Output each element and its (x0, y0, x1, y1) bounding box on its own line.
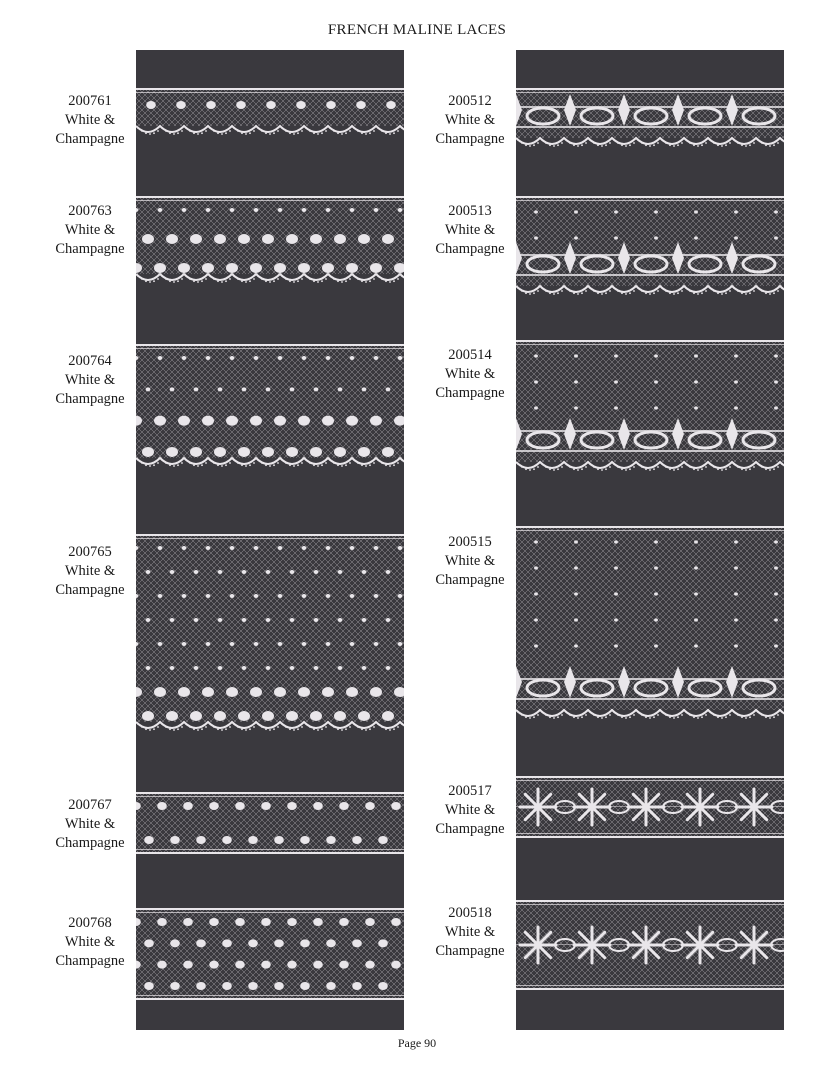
swatch-color: Champagne (435, 943, 505, 959)
swatch-color: Champagne (55, 582, 125, 598)
page-number: Page 90 (397, 1036, 437, 1050)
lace-swatch-200515 (516, 524, 784, 720)
swatch-code: 200518 (448, 905, 492, 921)
swatch-color: Champagne (55, 953, 125, 969)
swatch-code: 200514 (448, 347, 492, 363)
lace-swatch-200513 (516, 194, 784, 296)
swatch-color: White & (64, 222, 116, 238)
swatch-label-200768 (40, 914, 140, 971)
swatch-color: Champagne (55, 835, 125, 851)
swatch-color: White & (64, 934, 116, 950)
lace-swatch-200768 (136, 906, 404, 1002)
swatch-color: White & (444, 366, 496, 382)
swatch-label-200517 (420, 782, 520, 839)
lace-image (136, 86, 404, 136)
swatch-color: White & (444, 924, 496, 940)
swatch-color: White & (444, 222, 496, 238)
swatch-color: White & (444, 553, 496, 569)
swatch-code: 200513 (448, 203, 492, 219)
swatch-color: Champagne (435, 572, 505, 588)
swatch-code: 200764 (68, 353, 112, 369)
swatch-color: Champagne (435, 241, 505, 257)
swatch-color: White & (64, 372, 116, 388)
lace-image (516, 524, 784, 720)
swatch-color: Champagne (55, 241, 125, 257)
swatch-color: White & (444, 112, 496, 128)
lace-image (516, 194, 784, 296)
swatch-color: White & (444, 802, 496, 818)
swatch-code: 200763 (68, 203, 112, 219)
swatch-code: 200512 (448, 93, 492, 109)
swatch-code: 200765 (68, 544, 112, 560)
lace-image (516, 86, 784, 148)
swatch-label-200767 (40, 796, 140, 853)
swatch-label-200764 (40, 352, 140, 409)
swatch-color: Champagne (55, 391, 125, 407)
swatch-color: White & (64, 112, 116, 128)
lace-swatch-200767 (136, 790, 404, 856)
lace-image (516, 774, 784, 840)
page-title: FRENCH MALINE LACES (327, 22, 507, 38)
lace-swatch-200764 (136, 342, 404, 468)
swatch-code: 200517 (448, 783, 492, 799)
swatch-label-200765 (40, 543, 140, 600)
swatch-color: White & (64, 563, 116, 579)
lace-swatch-200512 (516, 86, 784, 148)
swatch-color: White & (64, 816, 116, 832)
swatch-color: Champagne (55, 131, 125, 147)
swatch-code: 200767 (68, 797, 112, 813)
lace-image (136, 790, 404, 856)
swatch-code: 200761 (68, 93, 112, 109)
swatch-label-200514 (420, 346, 520, 403)
lace-image (516, 898, 784, 992)
swatch-code: 200515 (448, 534, 492, 550)
swatch-color: Champagne (435, 385, 505, 401)
lace-image (516, 338, 784, 472)
swatch-label-200512 (420, 92, 520, 149)
lace-swatch-200763 (136, 194, 404, 284)
swatch-color: Champagne (435, 821, 505, 837)
lace-swatch-200514 (516, 338, 784, 472)
swatch-color: Champagne (435, 131, 505, 147)
swatch-code: 200768 (68, 915, 112, 931)
lace-image (136, 532, 404, 732)
swatch-board-right (516, 50, 784, 1030)
swatch-label-200515 (420, 533, 520, 590)
lace-image (136, 194, 404, 284)
lace-image (136, 342, 404, 468)
swatch-label-200763 (40, 202, 140, 259)
lace-swatch-200761 (136, 86, 404, 136)
lace-swatch-200517 (516, 774, 784, 840)
swatch-label-200513 (420, 202, 520, 259)
swatch-label-200761 (40, 92, 140, 149)
swatch-board-left (136, 50, 404, 1030)
lace-swatch-200518 (516, 898, 784, 992)
lace-swatch-200765 (136, 532, 404, 732)
swatch-label-200518 (420, 904, 520, 961)
lace-image (136, 906, 404, 1002)
